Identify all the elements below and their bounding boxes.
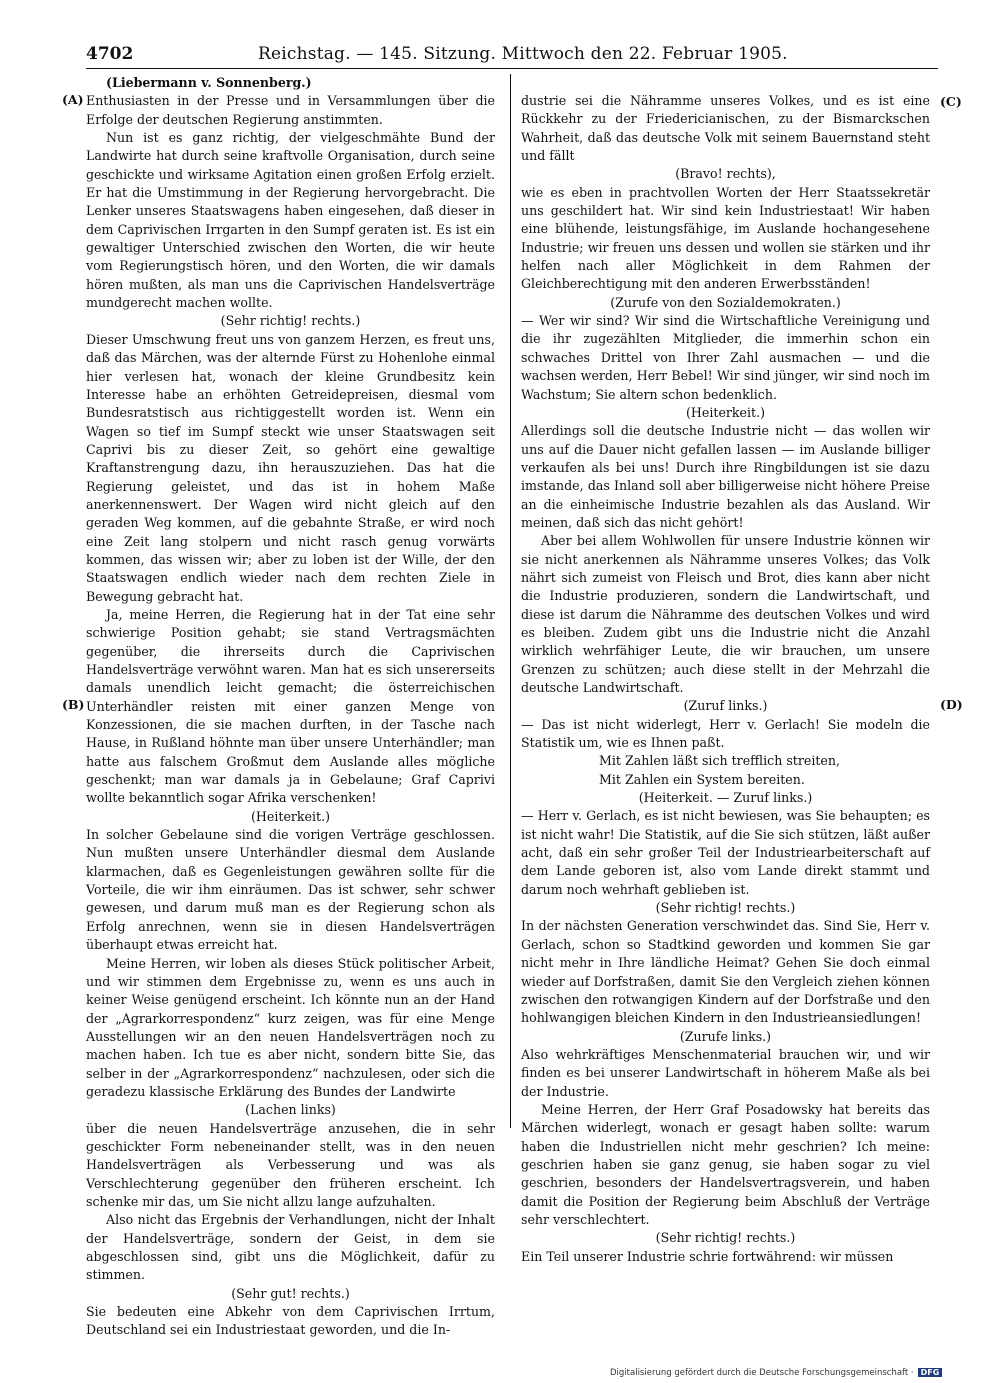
dfg-logo: DFG [918, 1368, 943, 1377]
digitization-footer [610, 1368, 950, 1380]
right-column [521, 92, 930, 1266]
paragraph: Dieser Umschwung freut uns von ganzem Herzen, es freut uns, daß das Märchen, was der alternde Fürst zu Hohenlohe einmal hier verlesen hat, wonach der kleine Grundbesitz kein Interesse habe an erhöhten Getreidepreisen, diesmal vom Bundesratstisch aus richtiggestellt worden ist. Wenn ein Wagen so tief im Sumpf steckt wie unser Staatswagen seit Caprivi bis zu dieser Zeit, so gehört eine gewaltige Kraftanstrengung dazu, ihn herauszuziehen. Das hat die Regierung geleistet, und das ist in hohem Maße anerkennenswert. Der Wagen wird nicht gleich auf den geraden Weg kommen, auf die gebahnte Straße, er wird noch eine Zeit lang stolpern und nicht rasch genug vorwärts kommen, das wissen wir; aber zu loben ist der Wille, der den Staatswagen endlich wieder nach dem rechten Ziele in Bewegung gebracht hat. [86, 331, 495, 604]
left-column [86, 74, 495, 1340]
paragraph: — Herr v. Gerlach, es ist nicht bewiesen, was Sie behaupten; es ist nicht wahr! Die Statistik, auf die Sie sich stützen, läßt außer acht, daß ein sehr großer Teil der Industriearbeiterschaft auf dem Lande geboren ist, also vom Lande direkt stammt und darum noch wehrhaft geblieben ist. [521, 808, 930, 897]
page-number: 4702 [86, 44, 134, 64]
interjection: (Zurufe links.) [679, 1028, 772, 1044]
paragraph: über die neuen Handelsverträge anzusehen, die in sehr geschickter Form nebeneinander stellt, was in den neuen Handelsverträgen als Verbesserung und was als Verschlechterung gegenüber den früheren erscheint. Ich schenke mir das, um Sie nicht allzu lange aufzuhalten. [86, 1120, 495, 1209]
interjection: (Zurufe von den Sozialdemokraten.) [610, 294, 841, 310]
paragraph: In der nächsten Generation verschwindet das. Sind Sie, Herr v. Gerlach, schon so Stadtkind geworden und kommen Sie gar nicht mehr in Ihre ländliche Heimat? Gehen Sie doch einmal wieder auf Dorfstraßen, damit Sie den Vergleich ziehen können zwischen den rotwangigen Kindern auf der Dorfstraße und den hohlwangigen bleichen Kindern in den Industrieansiedlungen! [521, 918, 930, 1026]
paragraph: Nun ist es ganz richtig, der vielgeschmähte Bund der Landwirte hat durch seine kraftvolle Organisation, durch seine geschickte und wirksame Agitation einen großen Erfolg erzielt. Er hat die Umstimmung in der Regierung hervorgebracht. Die Lenker unseres Staatswagens haben eingesehen, daß dieser in dem Caprivischen Irrgarten in den Sumpf geraten ist. Es ist ein gewaltiger Unterschied zwischen den Worten, die wir heute vom Regierungstisch hören, und den Worten, die wir damals hören mußten, als man uns die Caprivischen Handelsverträge mundgerecht machen wollte. [86, 130, 495, 311]
interjection: (Sehr richtig! rechts.) [655, 900, 796, 916]
page-header [86, 42, 938, 69]
interjection: (Bravo! rechts), [675, 166, 776, 182]
verse-line: Mit Zahlen ein System bereiten. [599, 771, 805, 787]
column-divider [510, 74, 511, 1128]
verse-line: Mit Zahlen läßt sich trefflich streiten, [599, 753, 840, 769]
paragraph: Ein Teil unserer Industrie schrie fortwährend: wir müssen [521, 1248, 894, 1264]
interjection: (Heiterkeit.) [251, 808, 330, 824]
paragraph: — Das ist nicht widerlegt, Herr v. Gerlach! Sie modeln die Statistik um, wie es Ihnen paßt. [521, 716, 930, 751]
paragraph: Also wehrkräftiges Menschenmaterial brauchen wir, und wir finden es bei unserer Landwirtschaft in höherem Maße als bei der Industrie. [521, 1046, 930, 1099]
paragraph: Ja, meine Herren, die Regierung hat in der Tat eine sehr schwierige Position gehabt; sie stand Vertragsmächten gegenüber, die ihrerseits durch die Caprivischen Handelsverträge verwöhnt waren. Man hat es sich unsererseits damals unendlich leicht gemacht; die österreichischen Unterhändler reisten mit einer ganzen Menge von Konzessionen, die sie machen durften, in der Tasche nach Hause, in Rußland höhnte man über unsere Unterhändler; man hatte aus falschem Großmut dem Auslande alles mögliche geschenkt; man war damals ja in Gebelaune; Graf Caprivi wollte bekanntlich sogar Afrika verschenken! [86, 606, 495, 806]
paragraph: Meine Herren, der Herr Graf Posadowsky hat bereits das Märchen widerlegt, wonach er gesagt haben sollte: warum haben die Industriellen nicht mehr geschrien? Ich meine: geschrien haben sie ganz genug, sie haben sogar zu viel geschrien, besonders der Handelsvertragsverein, und haben damit die Position der Regierung beim Abschluß der Verträge sehr verschlechtert. [521, 1101, 930, 1227]
interjection: (Sehr richtig! rechts.) [220, 313, 361, 329]
paragraph: Also nicht das Ergebnis der Verhandlungen, nicht der Inhalt der Handelsverträge, sondern der Geist, in dem sie abgeschlossen sind, gibt uns die Möglichkeit, dafür zu stimmen. [86, 1212, 495, 1283]
margin-marker-b: (B) [62, 697, 85, 712]
paragraph: In solcher Gebelaune sind die vorigen Verträge geschlossen. Nun mußten unsere Unterhändler diesmal dem Auslande klarmachen, daß es Gegenleistungen gewähren sollte für die Vorteile, die wir ihm einräumen. Das ist schwer, sehr schwer gewesen, und darum muß man es der Regierung schon als Erfolg anrechnen, wenn sie in diesen Handelsverträgen überhaupt etwas erreicht hat. [86, 827, 495, 953]
paragraph: Sie bedeuten eine Abkehr von dem Caprivischen Irrtum, Deutschland sei ein Industriestaat geworden, und die In- [86, 1304, 495, 1338]
paragraph: Aber bei allem Wohlwollen für unsere Industrie können wir sie nicht anerkennen als Nähramme unseres Volkes; das Volk nährt sich zumeist von Fleisch und Brot, dies kann aber nicht die Industrie produzieren, sondern die Landwirtschaft, und diese ist darum die Nähramme des deutschen Volkes und wird es bleiben. Zudem gibt uns die Industrie nicht die Anzahl wirklich wehrfähiger Leute, die wir brauchen, um unsere Grenzen zu schützen; auch diese stellt in der Mehrzahl die deutsche Landwirtschaft. [521, 533, 930, 695]
interjection: (Zuruf links.) [683, 698, 768, 714]
paragraph: wie es eben in prachtvollen Worten der Herr Staatssekretär uns geschildert hat. Wir sind kein Industriestaat! Wir haben eine blühende, leistungsfähige, im Auslande hochangesehene Industrie; wir freuen uns dessen und wollen sie stärken und ihr helfen nach aller Möglichkeit in dem Rahmen der Gleichberechtigung mit den anderen Erwerbsständen! [521, 184, 930, 292]
paragraph: Enthusiasten in der Presse und in Versammlungen über die Erfolge der deutschen Regierung anstimmten. [86, 93, 495, 127]
paragraph: — Wer wir sind? Wir sind die Wirtschaftliche Vereinigung und die ihr zugezählten Mitglieder, die immerhin schon ein schwaches Drittel von Ihrer Zahl ausmachen — und die wachsen werden, Herr Bebel! Wir sind jünger, wir sind noch im Wachstum; Sie altern schon bedenklich. [521, 313, 930, 402]
interjection: (Lachen links) [245, 1102, 336, 1118]
interjection: (Sehr gut! rechts.) [231, 1285, 350, 1301]
margin-marker-a: (A) [62, 92, 84, 107]
header-title: Reichstag. — 145. Sitzung. Mittwoch den 22. Februar 1905. [258, 44, 788, 64]
interjection: (Heiterkeit.) [686, 404, 765, 420]
margin-marker-c: (C) [940, 94, 962, 109]
interjection: (Heiterkeit. — Zuruf links.) [638, 790, 813, 806]
interjection: (Sehr richtig! rechts.) [655, 1230, 796, 1246]
speaker-name: (Liebermann v. Sonnenberg.) [106, 75, 312, 90]
footer-text: Digitalisierung gefördert durch die Deutsche Forschungsgemeinschaft · [610, 1368, 914, 1378]
paragraph: Meine Herren, wir loben als dieses Stück politischer Arbeit, und wir stimmen dem Ergebnisse zu, wenn es uns auch in keiner Weise genügend erscheint. Ich könnte nun an der Hand der „Agrarkorrespondenz“ kurz zeigen, was für eine Menge Ausstellungen wir an den neuen Handelsverträgen noch zu machen haben. Ich tue es aber nicht, sondern bitte Sie, das selber in der „Agrarkorrespondenz“ nachzulesen, oder sich die geradezu klassische Erklärung des Bundes der Landwirte [86, 955, 495, 1099]
paragraph: Allerdings soll die deutsche Industrie nicht — das wollen wir uns auf die Dauer nicht gefallen lassen — im Auslande billiger verkaufen als bei uns! Durch ihre Ringbildungen ist sie dazu imstande, das Inland soll aber billigerweise nicht höhere Preise an die einheimische Industrie bezahlen als das Ausland. Wir meinen, daß sich das nicht gehört! [521, 423, 930, 530]
margin-marker-d: (D) [940, 697, 963, 712]
paragraph: dustrie sei die Nähramme unseres Volkes, und es ist eine Rückkehr zu der Friedericianischen, zu der Bismarckschen Wahrheit, daß das deutsche Volk mit seinem Bauernstand steht und fällt [521, 93, 930, 164]
